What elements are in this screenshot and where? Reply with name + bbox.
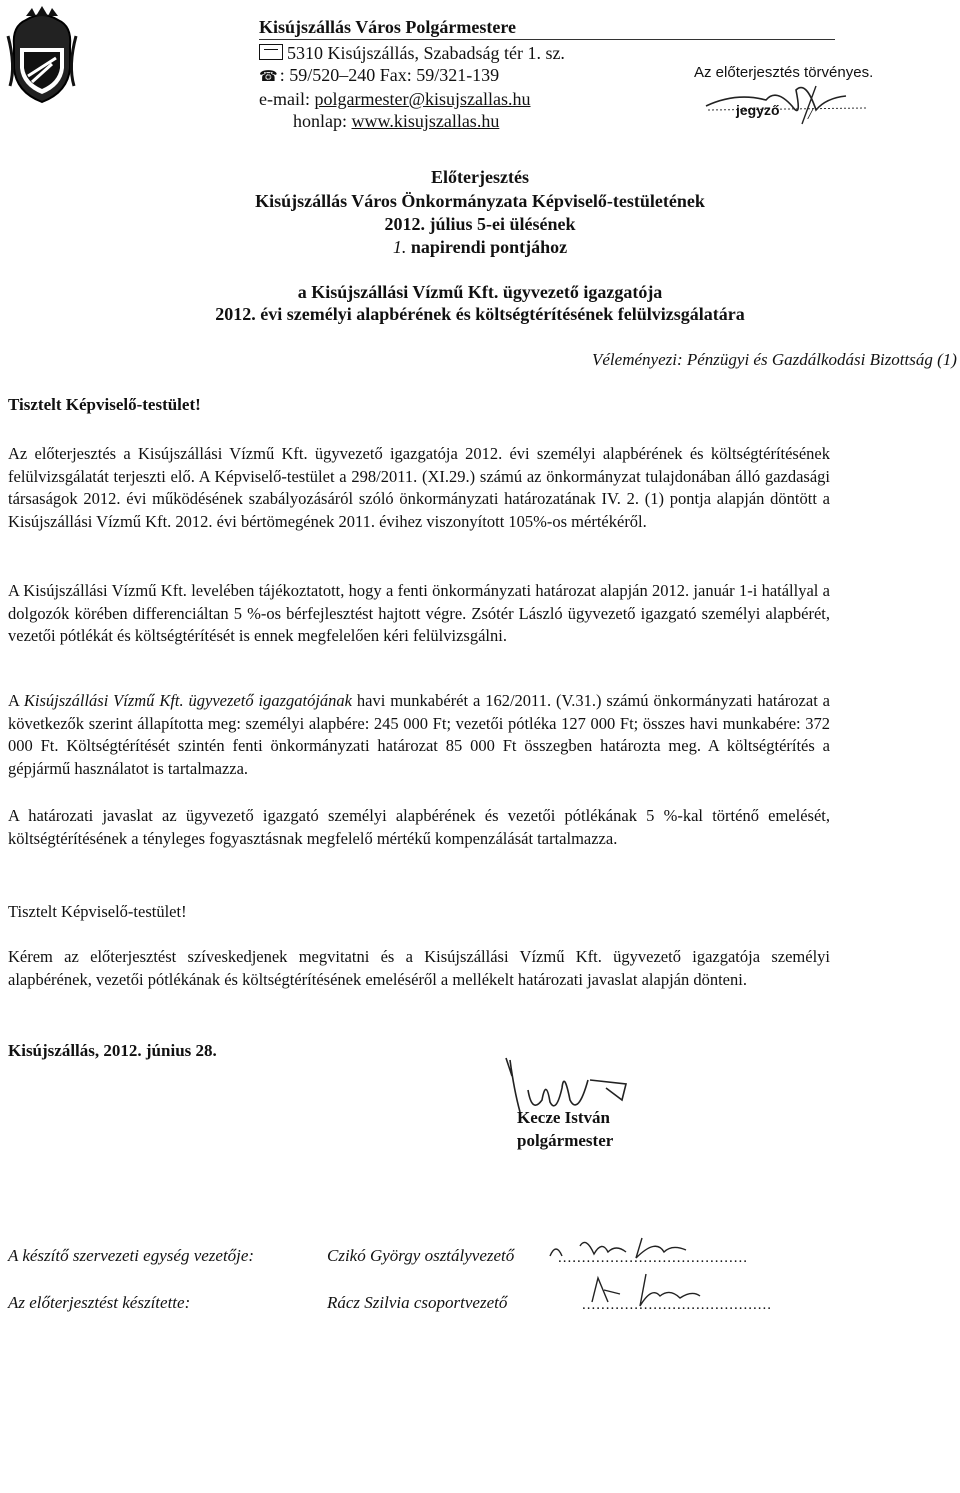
web-label: honlap: [293,111,352,131]
header-rule [259,39,835,40]
signatory-title: polgármester [517,1131,614,1150]
p3-rest: havi munkabérét a 162/2011. (V.31.) számú önkormányzati határozat a következők szerint állapította meg: személyi alapbére: 245 000 Ft; vezetői pótléka 127 000 Ft; összes havi munkabére: 372 000 Ft. Költségtérítését szintén fenti önkormányzati határozat 85 000 Ft összegben határozta meg. A költségtérítés a gépjármű használatot is tartalmazza. [8,691,831,778]
address-line [259,42,565,64]
committee-opinion: Véleményezi: Pénzügyi és Gazdálkodási Bizottság (1) [592,350,957,369]
doc-title-agenda [0,236,960,258]
phone-line [259,64,565,88]
web-link[interactable]: www.kisujszallas.hu [351,111,500,131]
footer-unit-head-name: Czikó György osztályvezető [327,1246,515,1265]
city-crest-icon [6,6,78,106]
signatory-name: Kecze István [517,1108,611,1127]
letterhead [259,16,565,132]
footer-signature-2 [588,1272,718,1312]
doc-title: Előterjesztés [431,167,529,187]
p3-italic: Kisújszállási Vízmű Kft. ügyvezető igazgatójának [23,691,352,710]
footer-prepared-label: Az előterjesztést készítette: [8,1293,191,1312]
doc-title-date: 2012. július 5-ei ülésének [384,214,576,234]
p3-start: A [8,691,24,710]
doc-title-body: Kisújszállás Város Önkormányzata Képviselő-testületének [255,191,705,211]
paragraph-2: A Kisújszállási Vízmű Kft. levelében tájékoztatott, hogy a fenti önkormányzati határozat alapján 2012. január 1-i hatállyal a dolgozók körében differenciáltan 5 %-os bérfejlesztést hajtott végre. Zsótér László ügyvezető igazgató személyi alapbérét, vezetői pótlékát és költségtérítését is ennek megfelelően kéri felülvizsgálni. [8,581,830,645]
web-line [259,110,565,132]
notary-signature [696,80,876,130]
phone-fax: : 59/520–240 Fax: 59/321-139 [279,65,500,85]
office-name: Kisújszállás Város Polgármestere [259,17,516,37]
doc-subject-1: a Kisújszállási Vízmű Kft. ügyvezető igazgatója [297,282,663,302]
paragraph-5: Kérem az előterjesztést szíveskedjenek megvitatni és a Kisújszállási Vízmű Kft. ügyvezető igazgatója személyi alapbérének, vezetői pótlékának és költségtérítésének emeléséről a mellékelt határozati javaslat alapján dönteni. [8,947,830,989]
mail-box-icon [259,44,283,60]
agenda-label: napirendi pontjához [410,237,568,257]
address: 5310 Kisújszállás, Szabadság tér 1. sz. [287,43,565,63]
footer-dots-1: ........................................ [558,1250,748,1266]
date-place: Kisújszállás, 2012. június 28. [8,1041,217,1060]
salutation-2: Tisztelt Képviselő-testület! [8,902,187,921]
footer-prepared-name: Rácz Szilvia csoportvezető [327,1293,508,1312]
email-label: e-mail: [259,89,315,109]
paragraph-1: Az előterjesztés a Kisújszállási Vízmű Kft. ügyvezető igazgatója 2012. évi személyi alapbérének és költségtérítésének felülvizsgálatát terjeszti elő. A Képviselő-testület a 298/2011. (XI.29.) számú az önkormányzat tulajdonában álló gazdasági társaságok 2012. évi működésének szabályozásáról szóló önkormányzati határozatának IV. 2. (1) pontja alapján döntött a Kisújszállási Vízmű Kft. 2012. évi bértömegének 2011. évihez viszonyított 105%-os mértékéről. [8,444,830,531]
telephone-icon: ☎ [259,69,278,85]
notary-label: jegyző [736,102,780,118]
notary-mark: / [808,106,813,123]
footer-unit-head-label: A készítő szervezeti egység vezetője: [8,1246,255,1265]
agenda-number: 1. [392,237,407,257]
email-link[interactable]: polgarmester@kisujszallas.hu [314,89,531,109]
lawful-stamp: Az előterjesztés törvényes. [694,64,874,81]
footer-signature-1 [546,1232,706,1266]
footer-dots-2: ........................................ [582,1297,772,1313]
doc-subject-2: 2012. évi személyi alapbérének és költségtérítésének felülvizsgálatára [215,304,745,324]
paragraph-3 [8,690,830,780]
salutation: Tisztelt Képviselő-testület! [8,395,201,414]
paragraph-4: A határozati javaslat az ügyvezető igazgató személyi alapbérének és vezetői pótlékának 5 %-kal történő emelését, költségtérítésének a tényleges fogyasztásnak megfelelő mértékű kompenzálását tartalmazza. [8,806,830,848]
email-line [259,88,565,110]
